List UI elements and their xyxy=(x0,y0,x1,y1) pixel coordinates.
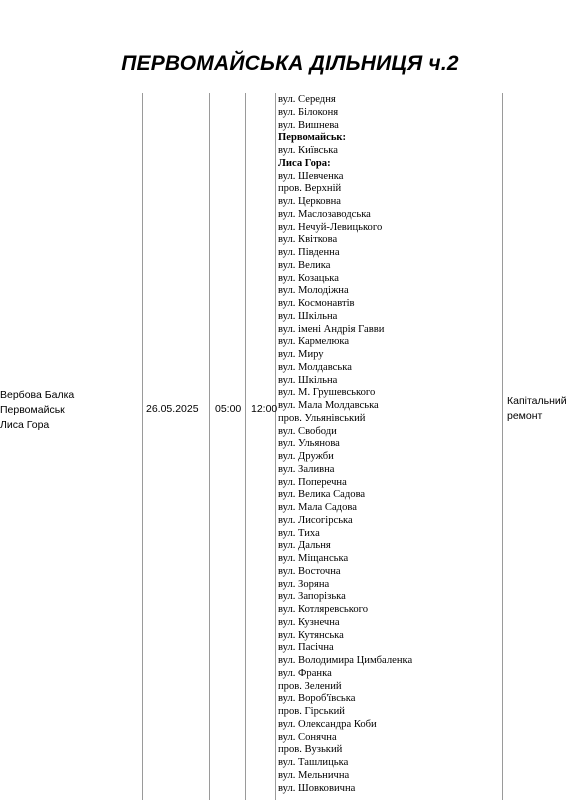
street-item: вул. Молдавська xyxy=(278,361,352,373)
street-item: вул. Велика xyxy=(278,259,331,271)
street-item: вул. імені Андрія Гавви xyxy=(278,323,385,335)
street-item: вул. Квіткова xyxy=(278,234,338,246)
street-item: вул. Велика Садова xyxy=(278,489,366,501)
column-divider xyxy=(275,93,276,800)
settlement-name: Вербова Балка xyxy=(0,389,75,401)
settlement-name: Первомайськ xyxy=(0,404,65,416)
street-item: пров. Гірський xyxy=(278,706,345,717)
street-item: вул. Франка xyxy=(278,667,332,679)
street-item: вул. Маслозаводська xyxy=(278,208,371,220)
settlement-heading: Первомайськ: xyxy=(278,132,347,144)
street-item: вул. Пасічна xyxy=(278,642,334,654)
settlement-heading: Лиса Гора: xyxy=(278,157,331,169)
street-item: вул. Шкільна xyxy=(278,374,338,386)
street-item: вул. Кармелюка xyxy=(278,336,350,348)
date-cell: 26.05.2025 xyxy=(146,403,199,415)
column-divider xyxy=(502,93,503,800)
street-item: вул. Міщанська xyxy=(278,553,349,564)
street-item: вул. Шевченка xyxy=(278,170,344,182)
settlements-cell xyxy=(0,388,140,433)
street-item: вул. Київська xyxy=(278,145,338,156)
street-item: вул. Лисогірська xyxy=(278,514,353,526)
street-item: вул. Володимира Цимбаленка xyxy=(278,655,413,666)
outage-table xyxy=(0,93,580,800)
reason-line: ремонт xyxy=(507,410,543,422)
street-item: вул. Тиха xyxy=(278,527,320,539)
street-item: пров. Зелений xyxy=(278,680,342,692)
street-item: вул. Білоконя xyxy=(278,106,339,118)
street-item: вул. Сонячна xyxy=(278,731,337,743)
street-item: вул. Козацька xyxy=(278,272,339,284)
page-title: ПЕРВОМАЙСЬКА ДІЛЬНИЦЯ ч.2 xyxy=(121,52,459,75)
start-time-cell: 05:00 xyxy=(215,403,242,415)
street-item: вул. Свободи xyxy=(278,425,337,437)
street-item: вул. Запорізька xyxy=(278,591,346,603)
column-divider xyxy=(245,93,246,800)
street-item: вул. Нечуй-Левицького xyxy=(278,221,383,233)
street-item: вул. Заливна xyxy=(278,463,335,475)
street-item: вул. Вороб'ївська xyxy=(278,693,356,705)
settlement-name: Лиса Гора xyxy=(0,419,50,431)
street-item: вул. М. Грушевського xyxy=(278,387,376,399)
street-item: вул. Ташлицька xyxy=(278,757,349,768)
street-item: вул. Мала Садова xyxy=(278,502,357,513)
end-time-cell: 12:00 xyxy=(251,403,278,415)
street-item: вул. Миру xyxy=(278,349,324,360)
reason-line: Капітальний xyxy=(507,395,567,407)
street-item: пров. Ульянівський xyxy=(278,412,366,424)
streets-list xyxy=(278,94,412,795)
street-item: вул. Мельнична xyxy=(278,769,350,781)
column-divider xyxy=(209,93,210,800)
column-divider xyxy=(142,93,143,800)
street-item: вул. Шкільна xyxy=(278,310,338,322)
street-item: пров. Верхній xyxy=(278,183,342,195)
street-item: вул. Молодіжна xyxy=(278,285,349,297)
street-item: вул. Котляревського xyxy=(278,604,369,615)
street-item: вул. Церковна xyxy=(278,196,341,207)
street-item: вул. Кузнечна xyxy=(278,616,340,628)
street-item: вул. Південна xyxy=(278,247,340,258)
street-item: вул. Поперечна xyxy=(278,476,347,488)
street-item: вул. Космонавтів xyxy=(278,298,355,309)
street-item: вул. Зоряна xyxy=(278,578,330,590)
street-item: вул. Олександра Коби xyxy=(278,718,377,730)
street-item: вул. Кутянська xyxy=(278,629,344,641)
street-item: вул. Дальня xyxy=(278,540,331,552)
street-item: вул. Восточна xyxy=(278,565,341,577)
reason-cell xyxy=(507,394,579,424)
street-item: вул. Ульянова xyxy=(278,438,340,450)
street-item: вул. Вишнева xyxy=(278,119,339,131)
street-item: вул. Мала Молдавська xyxy=(278,400,379,411)
street-item: пров. Вузький xyxy=(278,744,343,756)
street-item: вул. Шовковична xyxy=(278,782,356,794)
street-item: вул. Дружби xyxy=(278,451,334,462)
street-item: вул. Середня xyxy=(278,94,336,105)
